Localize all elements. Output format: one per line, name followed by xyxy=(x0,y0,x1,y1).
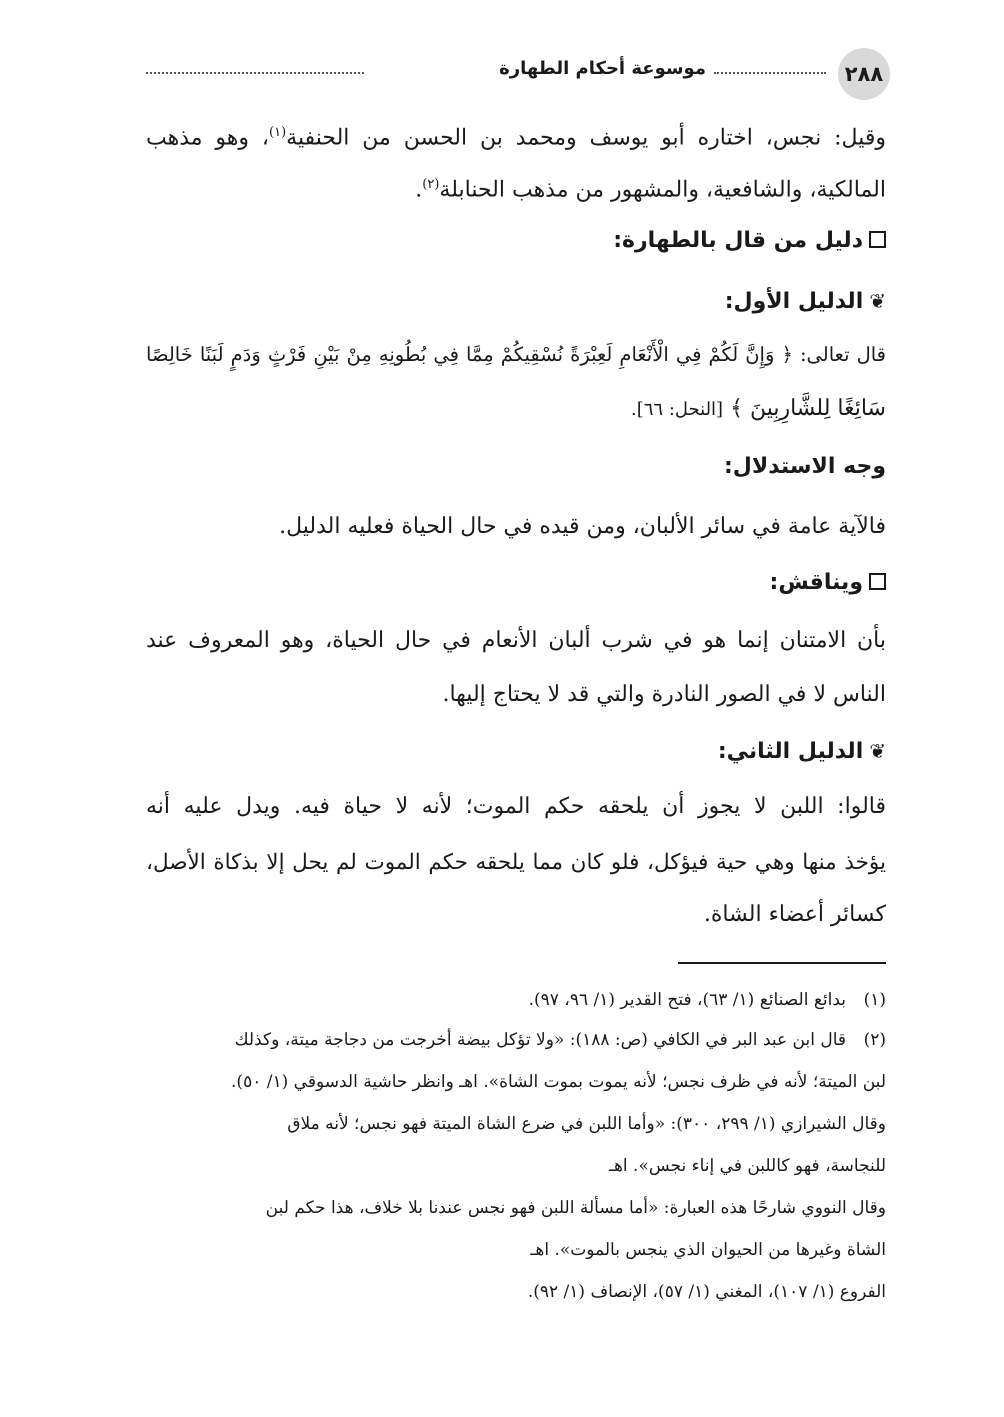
body-line-4 xyxy=(146,624,886,658)
text-span: يؤخذ منها وهي حية فيؤكل، فلو كان مما يلحقه حكم الموت لم يحل إلا بذكاة الأصل، xyxy=(146,850,886,875)
footnote-2-line-1: قال ابن عبد البر في الكافي (ص: ١٨٨): «ولا تؤكل بيضة أخرجت من دجاجة ميتة، وكذلك xyxy=(234,1030,846,1050)
heading-text: ويناقش: xyxy=(769,570,863,595)
header-dotted-rule-left xyxy=(146,72,364,74)
section-heading xyxy=(613,224,886,258)
body-line-7 xyxy=(146,846,886,880)
square-bullet-icon xyxy=(869,573,886,590)
body-line-3 xyxy=(279,510,886,544)
quran-verse-line-1 xyxy=(146,338,886,372)
body-line-1 xyxy=(146,116,886,155)
heading-text: الدليل الأول: xyxy=(724,289,864,314)
quran-text: سَائِغًا لِلشَّارِبِينَ xyxy=(749,396,886,421)
text-span: كسائر أعضاء الشاة. xyxy=(703,902,886,927)
header-dotted-rule-right xyxy=(714,72,826,74)
text-span: قال تعالى: ﴿ xyxy=(781,343,886,366)
quran-verse-line-2 xyxy=(631,392,886,427)
footnote-1-number: (١) xyxy=(863,990,886,1010)
text-span: ، وهو مذهب xyxy=(146,125,270,151)
text-span: . xyxy=(415,177,423,203)
leaf-ornament-icon: ❦ xyxy=(869,289,886,313)
square-bullet-icon xyxy=(869,231,886,248)
text-span: فالآية عامة في سائر الألبان، ومن قيده في حال الحياة فعليه الدليل. xyxy=(279,514,886,539)
leaf-ornament-icon: ❦ xyxy=(869,739,886,763)
verse-reference: [النحل: ٦٦]. xyxy=(631,399,724,420)
body-line-5 xyxy=(442,678,886,712)
body-line-2 xyxy=(415,168,886,207)
footnote-1-text: بدائع الصنائع (١/ ٦٣)، فتح القدير (١/ ٩٦، ٩٧). xyxy=(528,990,846,1010)
running-title: موسوعة أحكام الطهارة xyxy=(499,58,706,79)
heading-text: الدليل الثاني: xyxy=(717,739,864,764)
text-span: بأن الامتنان إنما هو في شرب ألبان الأنعام في حال الحياة، وهو المعروف عند xyxy=(146,628,886,653)
footnote-separator xyxy=(678,962,886,964)
footnote-2-line-7: الفروع (١/ ١٠٧)، المغني (١/ ٥٧)، الإنصاف (١/ ٩٢). xyxy=(527,1282,886,1302)
footnote-2-number: (٢) xyxy=(863,1030,886,1050)
heading-text: دليل من قال بالطهارة: xyxy=(613,228,863,253)
text-span: الناس لا في الصور النادرة والتي قد لا يحتاج إليها. xyxy=(442,682,886,707)
body-line-8 xyxy=(704,898,886,932)
footnote-ref-2[interactable]: (٢) xyxy=(422,177,440,192)
text-span: قالوا: اللبن لا يجوز أن يلحقه حكم الموت؛ لأنه لا حياة فيه. ويدل عليه أنه xyxy=(146,794,886,819)
subsection-heading xyxy=(725,284,886,319)
text-span: المالكية، والشافعية، والمشهور من مذهب الحنابلة xyxy=(439,177,886,203)
page-number-badge xyxy=(838,48,890,100)
footnote-2-line-6: الشاة وغيرها من الحيوان الذي ينجس بالموت». اهـ xyxy=(530,1240,886,1260)
text-span: ﴾ xyxy=(730,396,743,421)
text-span: وقيل: نجس، اختاره أبو يوسف ومحمد بن الحسن من الحنفية xyxy=(286,125,886,151)
quran-text: وَإِنَّ لَكُمْ فِي الْأَنْعَامِ لَعِبْرَةً نُسْقِيكُمْ مِمَّا فِي بُطُونِهِ مِنْ بَيْنِ فَرْثٍ وَدَمٍ لَبَنًا خَالِصًا xyxy=(146,343,775,366)
section-heading xyxy=(724,450,886,484)
footnote-2-line-2: لبن الميتة؛ لأنه في ظرف نجس؛ لأنه يموت بموت الشاة». اهـ وانظر حاشية الدسوقي (١/ ٥٠). xyxy=(231,1072,886,1092)
page-number: ٢٨٨ xyxy=(844,62,884,86)
section-heading xyxy=(770,566,886,600)
footnote-2-line-5: وقال النووي شارحًا هذه العبارة: «أما مسألة اللبن فهو نجس عندنا بلا خلاف، هذا حكم لبن xyxy=(265,1198,886,1218)
body-line-6 xyxy=(146,790,886,824)
subsection-heading xyxy=(718,734,886,769)
footnote-2-line-3: وقال الشيرازي (١/ ٢٩٩، ٣٠٠): «وأما اللبن في ضرع الشاة الميتة فهو نجس؛ لأنه ملاق xyxy=(287,1114,886,1134)
footnote-2-line-4: للنجاسة، فهو كاللبن في إناء نجس». اهـ xyxy=(608,1156,886,1176)
footnote-ref-1[interactable]: (١) xyxy=(269,125,287,140)
heading-text: وجه الاستدلال: xyxy=(723,454,886,479)
